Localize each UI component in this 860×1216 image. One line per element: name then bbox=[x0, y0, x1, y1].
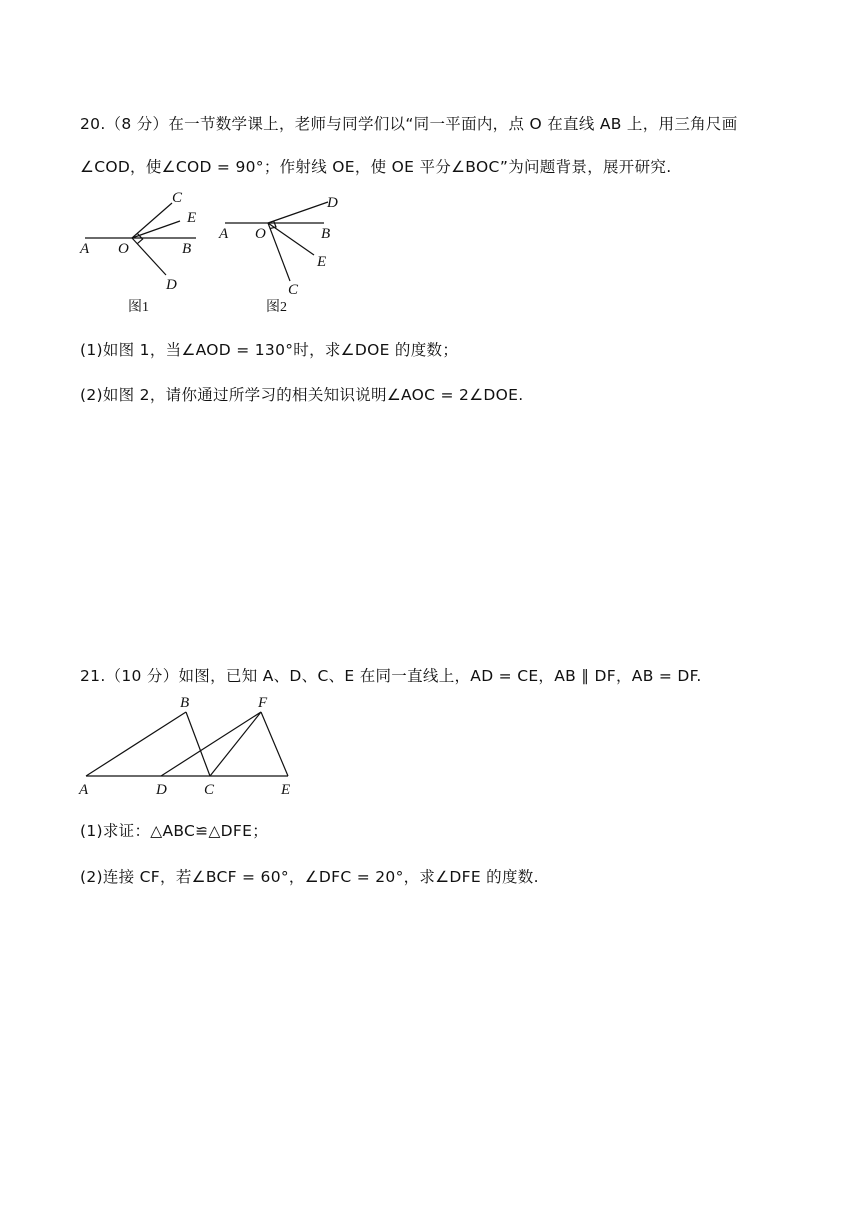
fig2-label-e: E bbox=[317, 254, 327, 270]
fig1-label-o: O bbox=[118, 241, 129, 257]
fig2-caption: 图2 bbox=[266, 300, 287, 315]
q20-figure-1 bbox=[70, 185, 210, 324]
fig21-segment-ab bbox=[86, 712, 186, 776]
q21-figure bbox=[70, 690, 310, 809]
fig1-label-b: B bbox=[182, 241, 192, 257]
fig1-ray-oc bbox=[132, 203, 172, 238]
fig21-label-d: D bbox=[156, 782, 167, 798]
fig2-label-a: A bbox=[219, 226, 229, 242]
q20-statement-line2: ∠COD，使∠COD = 90°；作射线 OE，使 OE 平分∠BOC”为问题背景，展开研究. bbox=[80, 158, 672, 176]
fig21-segment-fe bbox=[261, 712, 288, 776]
fig21-segment-bc bbox=[186, 712, 210, 776]
fig21-segment-df bbox=[161, 712, 261, 776]
q20-statement-line1: 20.（8 分）在一节数学课上，老师与同学们以“同一平面内，点 O 在直线 AB 上，用三角尺画 bbox=[80, 115, 738, 133]
fig1-caption: 图1 bbox=[128, 300, 149, 315]
fig2-ray-oc bbox=[268, 223, 290, 281]
q21-part1: (1)求证：△ABC≌△DFE； bbox=[80, 822, 269, 840]
fig21-label-a: A bbox=[79, 782, 89, 798]
fig2-ray-od bbox=[268, 202, 328, 223]
q21-statement: 21.（10 分）如图，已知 A、D、C、E 在同一直线上，AD = CE，AB ∥ DF，AB = DF. bbox=[80, 667, 702, 685]
fig21-label-b: B bbox=[180, 695, 190, 711]
fig1-label-d: D bbox=[166, 277, 177, 293]
fig2-label-o: O bbox=[255, 226, 266, 242]
q20-part2: (2)如图 2，请你通过所学习的相关知识说明∠AOC = 2∠DOE. bbox=[80, 386, 524, 404]
q20-figure-2 bbox=[210, 185, 350, 324]
fig21-label-e: E bbox=[281, 782, 291, 798]
fig2-label-b: B bbox=[321, 226, 331, 242]
fig1-label-a: A bbox=[80, 241, 90, 257]
q20-part1: (1)如图 1，当∠AOD = 130°时，求∠DOE 的度数； bbox=[80, 341, 459, 359]
fig1-ray-od bbox=[132, 238, 166, 275]
fig2-label-c: C bbox=[288, 282, 299, 298]
fig1-label-e: E bbox=[187, 210, 197, 226]
fig21-segment-cf bbox=[210, 712, 261, 776]
fig21-label-f: F bbox=[258, 695, 268, 711]
q21-part2: (2)连接 CF，若∠BCF = 60°，∠DFC = 20°，求∠DFE 的度数. bbox=[80, 868, 539, 886]
fig1-label-c: C bbox=[172, 190, 183, 206]
fig21-label-c: C bbox=[204, 782, 215, 798]
fig2-label-d: D bbox=[327, 195, 338, 211]
